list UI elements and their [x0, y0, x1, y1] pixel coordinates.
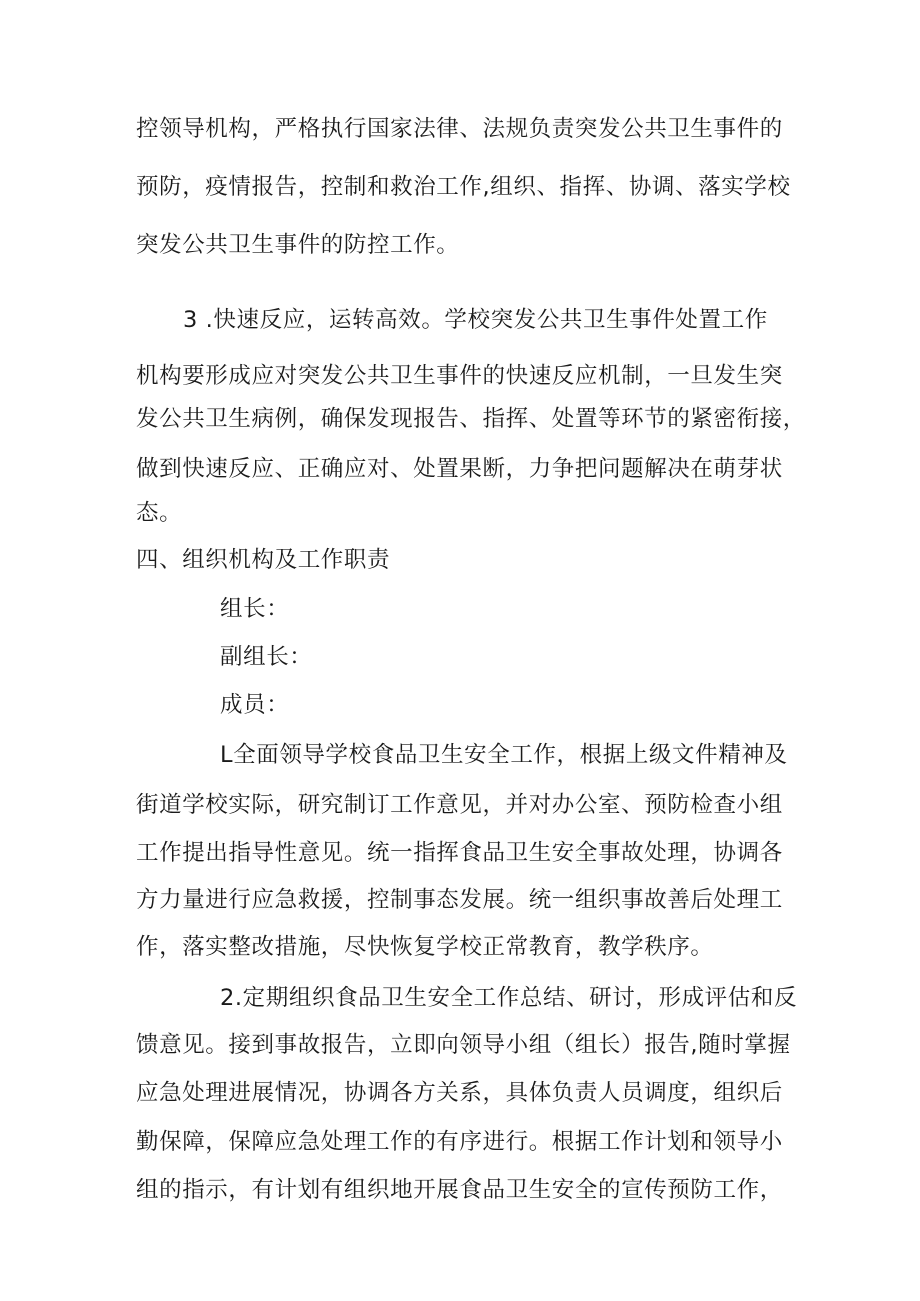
duty-1-first-line: L全面领导学校食品卫生安全工作，根据上级文件精神及: [220, 742, 788, 768]
duty-2-first-line: 2.定期组织食品卫生安全工作总结、研讨，形成评估和反: [220, 985, 798, 1011]
role-members: 成员：: [220, 692, 290, 718]
text-line: 作，落实整改措施，尽快恢复学校正常教育，教学秩序。: [136, 934, 714, 960]
text-line: 做到快速反应、正确应对、处置果断，力争把问题解决在萌芽状: [136, 456, 783, 482]
text-line: 组的指示，有计划有组织地开展食品卫生安全的宣传预防工作，: [136, 1177, 783, 1203]
text-line: 预防，疫情报告，控制和救治工作,组织、指挥、协调、落实学校: [136, 174, 791, 200]
text-line: 机构要形成应对突发公共卫生事件的快速反应机制，一旦发生突: [136, 363, 783, 389]
text-line: 发公共卫生病例，确保发现报告、指挥、处置等环节的紧密衔接，: [136, 406, 806, 432]
text-line: 突发公共卫生事件的防控工作。: [136, 232, 460, 258]
text-line: 工作提出指导性意见。统一指挥食品卫生安全事故处理，协调各: [136, 840, 783, 866]
role-leader: 组长：: [220, 596, 290, 622]
section-heading: 四、组织机构及工作职责: [136, 547, 391, 573]
text-line: 应急处理进展情况，协调各方关系，具体负责人员调度，组织后: [136, 1080, 783, 1106]
text-line: 馈意见。接到事故报告，立即向领导小组（组长）报告,随时掌握: [136, 1032, 791, 1058]
text-line: 街道学校实际，研究制订工作意见，并对办公室、预防检查小组: [136, 792, 783, 818]
text-line: 方力量进行应急救援，控制事态发展。统一组织事故善后处理工: [136, 887, 783, 913]
text-line: 态。: [136, 500, 183, 526]
section-3-heading: 3 .快速反应，运转高效。学校突发公共卫生事件处置工作: [183, 307, 768, 333]
text-line: 控领导机构，严格执行国家法律、法规负责突发公共卫生事件的: [136, 116, 783, 142]
text-line: 勤保障，保障应急处理工作的有序进行。根据工作计划和领导小: [136, 1129, 783, 1155]
role-deputy-leader: 副组长：: [220, 644, 313, 670]
